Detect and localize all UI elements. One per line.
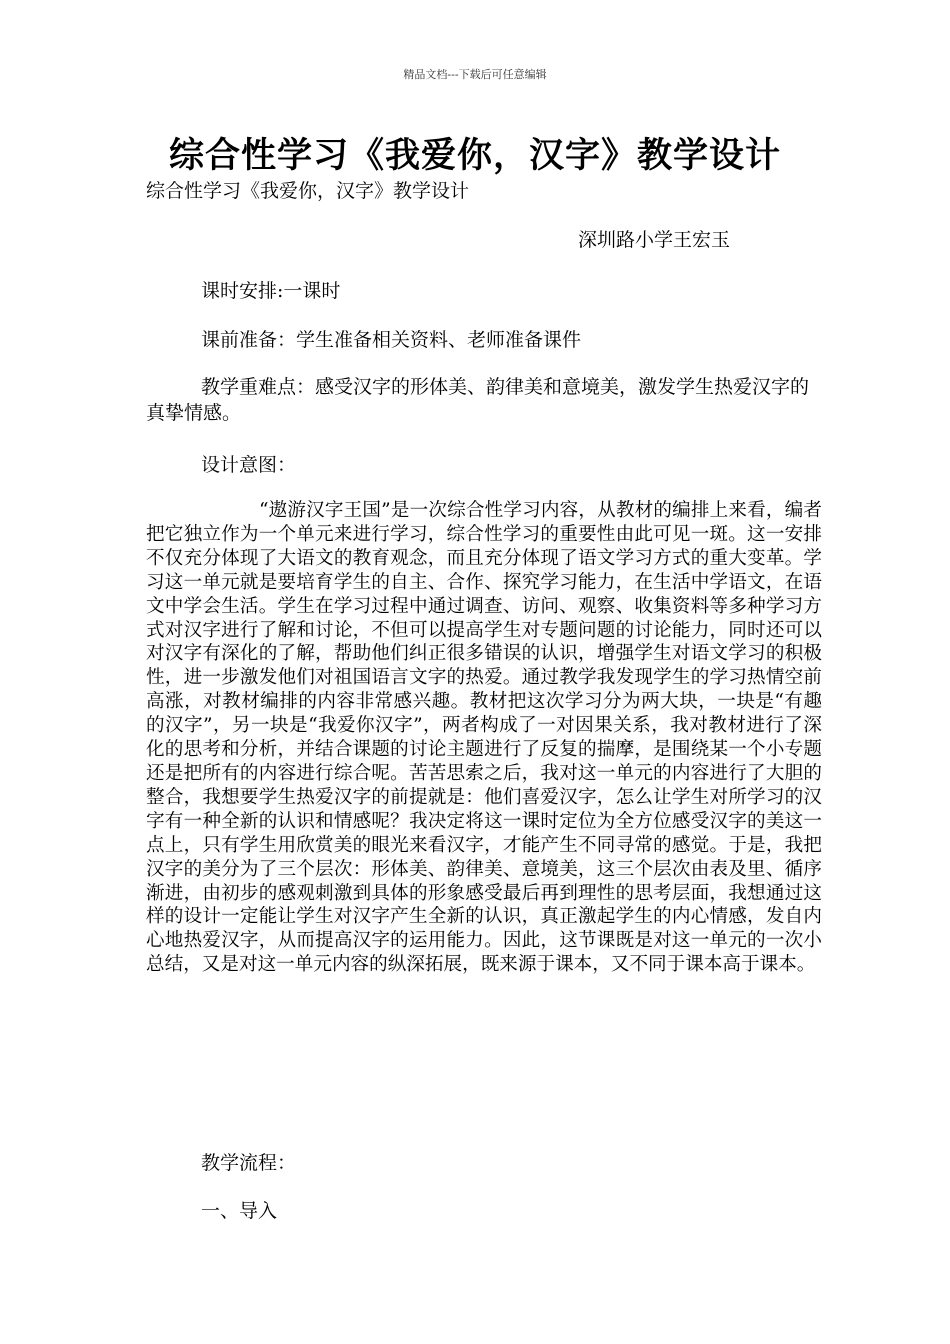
process-label: 教学流程：	[201, 1152, 297, 1174]
schedule-line: 课时安排:一课时	[201, 280, 341, 302]
design-intent-body: “遨游汉字王国”是一次综合性学习内容，从教材的编排上来看，编者把它独立作为一个单元来进行学习，综合性学习的重要性由此可见一斑。这一安排不仅充分体现了大语文的教育观念，而且充分体现了语文学习方式的重大变革。学习这一单元就是要培育学生的自主、合作、探究学习能力，在生活中学语文，在语文中学会生活。学生在学习过程中通过调查、访问、观察、收集资料等多种学习方式对汉字进行了解和讨论，不但可以提高学生对专题问题的讨论能力，同时还可以对汉字有深化的了解，帮助他们纠正很多错误的认识，增强学生对语文学习的积极性，进一步激发他们对祖国语言文字的热爱。通过教学我发现学生的学习热情空前高涨，对教材编排的内容非常感兴趣。教材把这次学习分为两大块，一块是“有趣的汉字”，另一块是“我爱你汉字”，两者构成了一对因果关系，我对教材进行了深化的思考和分析，并结合课题的讨论主题进行了反复的揣摩，是围绕某一个小专题还是把所有的内容进行综合呢。苦苦思索之后，我对这一单元的内容进行了大胆的整合，我想要学生热爱汉字的前提就是：他们喜爱汉字，怎么让学生对所学习的汉字有一种全新的认识和情感呢？我决定将这一课时定位为全方位感受汉字的美这一点上，只有学生用欣赏美的眼光来看汉字，才能产生不同寻常的感觉。于是，我把汉字的美分为了三个层次：形体美、韵律美、意境美，这三个层次由表及里、循序渐进，由初步的感观刺激到具体的形象感受最后再到理性的思考层面，我想通过这样的设计一定能让学生对汉字产生全新的认识，真正激起学生的内心情感，发自内心地热爱汉字，从而提高汉字的运用能力。因此，这节课既是对这一单元的一次小总结，又是对这一单元内容的纵深拓展，既来源于课本，又不同于课本高于课本。	[146, 500, 822, 976]
preparation-line: 课前准备：学生准备相关资料、老师准备课件	[201, 329, 582, 351]
design-intent-label: 设计意图：	[201, 454, 297, 476]
key-points-paragraph: 教学重难点：感受汉字的形体美、韵律美和意境美，激发学生热爱汉字的真挚情感。	[146, 376, 810, 424]
document-title: 综合性学习《我爱你，汉字》教学设计	[168, 135, 781, 176]
section-heading-one: 一、导入	[201, 1200, 278, 1222]
author-line: 深圳路小学王宏玉	[578, 229, 731, 251]
page-header-note: 精品文档---下载后可任意编辑	[403, 68, 547, 81]
document-subtitle: 综合性学习《我爱你，汉字》教学设计	[146, 180, 470, 202]
